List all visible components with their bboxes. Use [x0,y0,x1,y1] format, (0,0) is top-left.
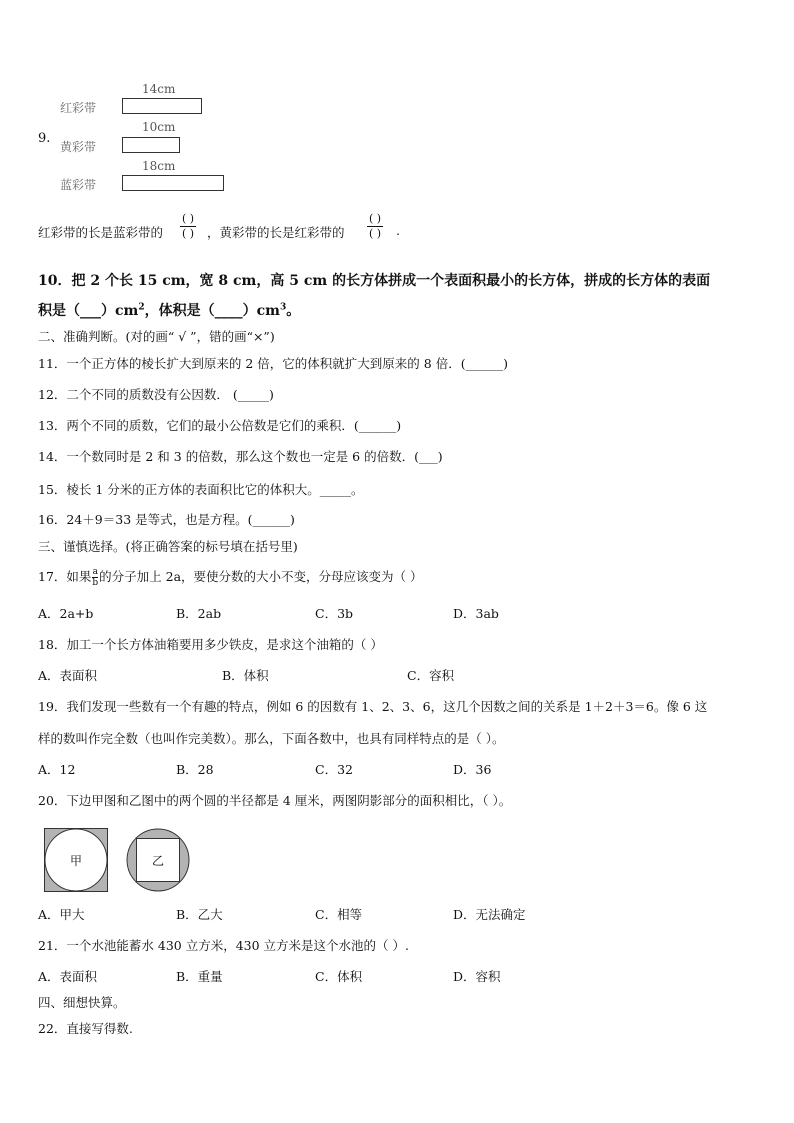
q18-option-a[interactable]: A．表面积 [38,668,98,683]
q17-option-b[interactable]: B．2ab [176,606,222,621]
q9-frac1-den: ( ) [182,227,195,240]
q10-sup-3: 3 [279,302,287,313]
q9-frac2-den: ( ) [369,227,382,240]
q9-sentence-end: . [396,223,400,238]
q9-fraction-blank-1[interactable] [180,212,196,241]
red-ribbon-label: 红彩带 [60,101,97,115]
q17-option-d[interactable]: D．3ab [453,606,499,621]
q10-line2-a: 积是（___）cm [38,303,139,319]
q19-option-b[interactable]: B．28 [176,762,214,777]
q9-sentence-a: 红彩带的长是蓝彩带的 [38,225,164,240]
q22: 22．直接写得数. [38,1021,133,1036]
q19-option-a[interactable]: A．12 [38,762,76,777]
q10-line2-b: ，体积是（____）cm [144,303,280,319]
q18-option-b[interactable]: B．体积 [222,668,269,683]
yellow-ribbon-bar [122,137,180,153]
q19-option-d[interactable]: D．36 [453,762,492,777]
q21-stem: 21．一个水池能蓄水 430 立方米，430 立方米是这个水池的（ ）. [38,938,409,953]
q18-stem: 18．加工一个长方体油箱要用多少铁皮，是求这个油箱的（ ） [38,637,383,652]
q20-stem: 20．下边甲图和乙图中的两个圆的半径都是 4 厘米，两图阴影部分的面积相比，（ ）。 [38,793,512,808]
q15: 15．棱长 1 分米的正方体的表面积比它的体积大。_____。 [38,482,364,497]
q17-frac-num: a [92,567,98,577]
q9-frac2-num: ( ) [369,212,382,225]
section4-title: 四、细想快算。 [38,995,126,1010]
q20-option-a[interactable]: A．甲大 [38,907,85,922]
q18-option-c[interactable]: C．容积 [407,668,455,683]
q9-sentence-b: ，黄彩带的长是红彩带的 [207,225,345,240]
q21-option-a[interactable]: A．表面积 [38,969,98,984]
figure-a-label: 甲 [69,854,82,868]
q9-number: 9. [38,131,51,146]
blue-ribbon-bar [122,175,224,191]
q12: 12．二个不同的质数没有公因数． (_____) [38,387,274,402]
yellow-ribbon-length: 10cm [142,120,176,134]
blue-ribbon-label: 蓝彩带 [60,178,97,192]
q21-option-c[interactable]: C．体积 [315,969,363,984]
q10-line2-c: 。 [286,303,301,319]
figure-b-label: 乙 [151,854,164,868]
q10-line1: 10．把 2 个长 15 cm，宽 8 cm，高 5 cm 的长方体拼成一个表面积最小的长方体，拼成的长方体的表面 [38,273,711,289]
q16: 16．24＋9＝33 是等式，也是方程。(______) [38,512,295,527]
q19-line1: 19．我们发现一些数有一个有趣的特点，例如 6 的因数有 1、2、3、6，这几个因数之间的关系是 1＋2＋3＝6。像 6 这 [38,699,708,714]
q20-option-b[interactable]: B．乙大 [176,907,223,922]
blue-ribbon-length: 18cm [142,159,176,173]
q17-fraction [92,567,98,588]
q19-line2: 样的数叫作完全数（也叫作完美数）。那么，下面各数中，也具有同样特点的是（ ）。 [38,731,505,746]
q20-option-d[interactable]: D．无法确定 [453,907,526,922]
q20-figure-b [126,828,190,892]
yellow-ribbon-label: 黄彩带 [60,140,97,154]
q9-fraction-blank-2[interactable] [367,212,383,241]
q10-sup-2: 2 [138,302,145,313]
q17-option-c[interactable]: C．3b [315,606,354,621]
q17-prefix: 17．如果 [38,569,92,584]
q21-option-b[interactable]: B．重量 [176,969,223,984]
q10-line2 [38,300,300,320]
q20-option-c[interactable]: C．相等 [315,907,363,922]
q17-suffix: 的分子加上 2a，要使分数的大小不变，分母应该变为（ ） [99,569,423,584]
red-ribbon-bar [122,98,202,114]
q19-option-c[interactable]: C．32 [315,762,353,777]
section2-title: 二、准确判断。(对的画“ √ ”，错的画“×”) [38,329,275,344]
q17-option-a[interactable]: A．2a+b [38,606,94,621]
q9-frac1-num: ( ) [182,212,195,225]
q17-stem [38,567,423,588]
q13: 13．两个不同的质数，它们的最小公倍数是它们的乘积．(______) [38,418,402,433]
q20-figure-a [44,828,108,892]
q17-frac-den: b [92,578,99,588]
q11: 11．一个正方体的棱长扩大到原来的 2 倍，它的体积就扩大到原来的 8 倍．(______) [38,356,508,371]
section3-title: 三、谨慎选择。(将正确答案的标号填在括号里) [38,539,298,554]
q14: 14．一个数同时是 2 和 3 的倍数，那么这个数也一定是 6 的倍数．(___) [38,449,443,464]
red-ribbon-length: 14cm [142,82,176,96]
q21-option-d[interactable]: D．容积 [453,969,501,984]
